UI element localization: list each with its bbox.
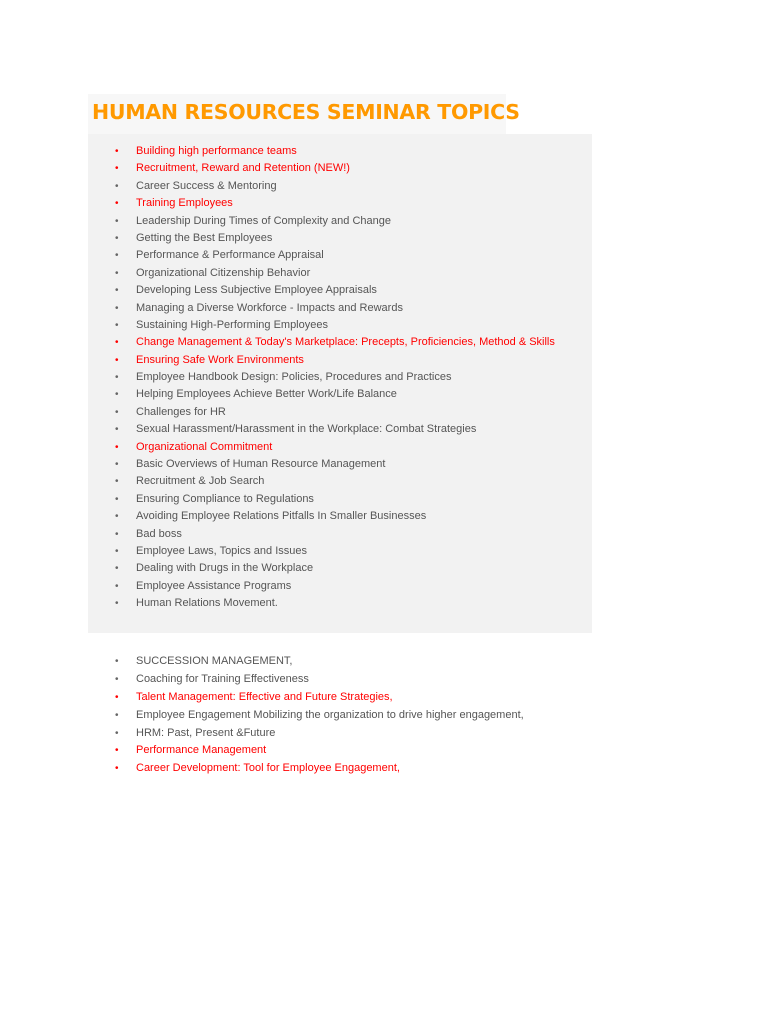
bullet-icon: • [115, 215, 119, 227]
bullet-icon: • [115, 511, 119, 523]
title-banner [88, 94, 520, 134]
list-item-text: Talent Management: Effective and Future Strategies, [136, 690, 393, 703]
list-item-text: Getting the Best Employees [136, 231, 273, 244]
bullet-icon: • [115, 441, 119, 453]
additional-topics-list [112, 653, 524, 778]
list-item-text: Organizational Citizenship Behavior [136, 266, 311, 279]
bullet-icon: • [115, 727, 119, 739]
list-item [112, 369, 555, 386]
list-item-text: Coaching for Training Effectiveness [136, 672, 309, 685]
list-item-text: Performance Management [136, 744, 267, 757]
list-item [112, 578, 555, 595]
list-item [112, 725, 524, 743]
list-item [112, 160, 555, 177]
list-item-text: HRM: Past, Present &Future [136, 726, 276, 739]
bullet-icon: • [115, 250, 119, 262]
list-item [112, 707, 524, 725]
main-topics-panel [88, 134, 592, 633]
main-topics-list [112, 143, 555, 613]
list-item [112, 456, 555, 473]
list-item [112, 473, 555, 490]
bullet-icon: • [115, 563, 119, 575]
bullet-icon: • [115, 285, 119, 297]
bullet-icon: • [115, 656, 119, 667]
list-item-text: Career Development: Tool for Employee Engagement, [136, 762, 400, 775]
list-item-text: Training Employees [136, 197, 233, 210]
list-item [112, 213, 555, 230]
bullet-icon: • [115, 673, 119, 685]
list-item [112, 439, 555, 456]
bullet-icon: • [115, 459, 119, 471]
list-item [112, 543, 555, 560]
bullet-icon: • [115, 319, 119, 331]
bullet-icon: • [115, 528, 119, 540]
list-item [112, 689, 524, 707]
bullet-icon: • [115, 691, 119, 703]
list-item-text: Challenges for HR [136, 405, 226, 418]
list-item-text: Employee Assistance Programs [136, 579, 292, 592]
bullet-icon: • [115, 180, 119, 192]
list-item [112, 760, 524, 778]
list-item [112, 508, 555, 525]
list-item [112, 195, 555, 212]
bullet-icon: • [115, 146, 119, 157]
list-item-text: Helping Employees Achieve Better Work/Life Balance [136, 388, 397, 401]
bullet-icon: • [115, 476, 119, 488]
list-item-text: Employee Handbook Design: Policies, Procedures and Practices [136, 371, 452, 384]
list-item [112, 595, 555, 612]
bullet-icon: • [115, 354, 119, 366]
list-item-text: Organizational Commitment [136, 440, 273, 453]
list-item-text: Basic Overviews of Human Resource Management [136, 458, 386, 471]
list-item-text: Performance & Performance Appraisal [136, 249, 324, 262]
list-item [112, 404, 555, 421]
list-item-text: Bad boss [136, 527, 182, 540]
list-item-text: Sexual Harassment/Harassment in the Workplace: Combat Strategies [136, 423, 477, 436]
list-item-text: Ensuring Safe Work Environments [136, 353, 304, 366]
list-item-text: Human Relations Movement. [136, 597, 278, 610]
bullet-icon: • [115, 302, 119, 314]
list-item [112, 265, 555, 282]
bullet-icon: • [115, 337, 119, 349]
list-item [112, 560, 555, 577]
list-item [112, 671, 524, 689]
bullet-icon: • [115, 406, 119, 418]
list-item-text: Managing a Diverse Workforce - Impacts and Rewards [136, 301, 403, 314]
bullet-icon: • [115, 709, 119, 721]
list-item-text: Building high performance teams [136, 145, 297, 157]
bullet-icon: • [115, 763, 119, 775]
list-item-text: Change Management & Today's Marketplace: Precepts, Proficiencies, Method & Skills [136, 336, 555, 349]
list-item-text: Avoiding Employee Relations Pitfalls In Smaller Businesses [136, 510, 427, 523]
list-item [112, 230, 555, 247]
list-item [112, 334, 555, 351]
bullet-icon: • [115, 267, 119, 279]
bullet-icon: • [115, 745, 119, 757]
list-item-text: Sustaining High-Performing Employees [136, 318, 328, 331]
list-item-text: SUCCESSION MANAGEMENT, [136, 655, 293, 667]
list-item [112, 352, 555, 369]
list-item-text: Employee Engagement Mobilizing the organization to drive higher engagement, [136, 708, 524, 721]
list-item [112, 491, 555, 508]
bullet-icon: • [115, 424, 119, 436]
list-item [112, 178, 555, 195]
page-title: HUMAN RESOURCES SEMINAR TOPICS [92, 100, 520, 124]
list-item [112, 421, 555, 438]
list-item-text: Leadership During Times of Complexity and Change [136, 214, 391, 227]
list-item [112, 653, 524, 671]
list-item [112, 143, 555, 160]
bullet-icon: • [115, 580, 119, 592]
list-item-text: Employee Laws, Topics and Issues [136, 544, 307, 557]
bullet-icon: • [115, 545, 119, 557]
list-item [112, 317, 555, 334]
list-item-text: Dealing with Drugs in the Workplace [136, 562, 314, 575]
bullet-icon: • [115, 493, 119, 505]
list-item [112, 386, 555, 403]
list-item [112, 742, 524, 760]
list-item [112, 247, 555, 264]
bullet-icon: • [115, 389, 119, 401]
list-item-text: Developing Less Subjective Employee Appraisals [136, 284, 377, 297]
list-item-text: Recruitment & Job Search [136, 475, 265, 488]
bullet-icon: • [115, 598, 119, 610]
list-item [112, 300, 555, 317]
list-item [112, 282, 555, 299]
bullet-icon: • [115, 372, 119, 384]
list-item-text: Ensuring Compliance to Regulations [136, 492, 314, 505]
list-item [112, 526, 555, 543]
list-item-text: Career Success & Mentoring [136, 179, 277, 192]
bullet-icon: • [115, 163, 119, 175]
bullet-icon: • [115, 198, 119, 210]
bullet-icon: • [115, 232, 119, 244]
list-item-text: Recruitment, Reward and Retention (NEW!) [136, 162, 350, 175]
